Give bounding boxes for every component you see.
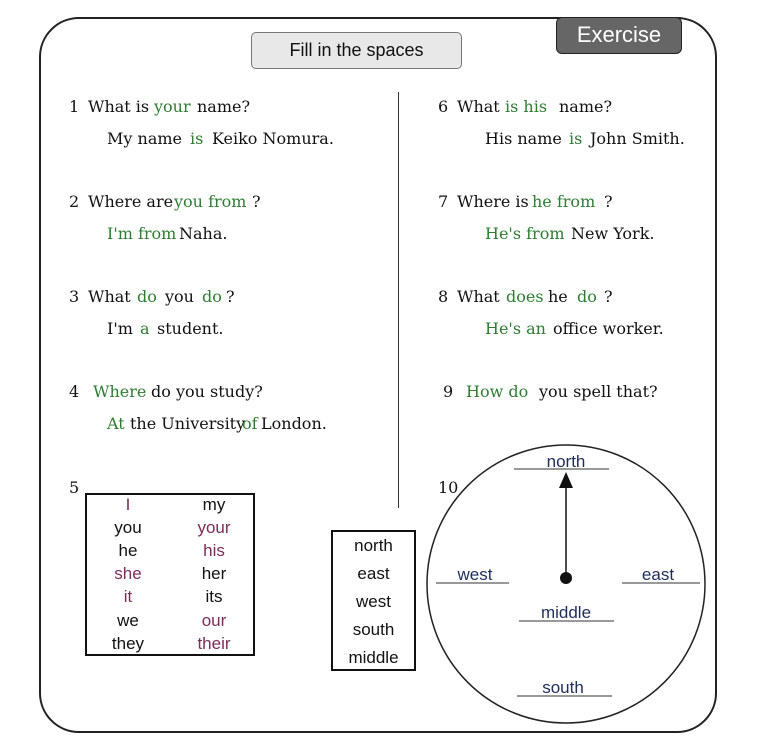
answer-word: How do bbox=[466, 382, 529, 401]
compass-west: west bbox=[457, 565, 493, 584]
answer-word: do bbox=[577, 287, 597, 306]
question-number: 2 bbox=[69, 192, 80, 211]
question-text: What bbox=[457, 97, 500, 116]
pronoun-possessive: your bbox=[197, 518, 231, 537]
pronoun-possessive: my bbox=[202, 495, 226, 514]
question-number: 4 bbox=[69, 382, 80, 401]
answer-word: He's an bbox=[485, 319, 546, 338]
word-bank-item: middle bbox=[348, 648, 399, 667]
question-text: ? bbox=[604, 192, 613, 211]
answer-word: At bbox=[107, 414, 125, 433]
answer-text: I'm bbox=[107, 319, 133, 338]
question-number-10: 10 bbox=[438, 478, 459, 497]
word-bank-item: east bbox=[357, 564, 390, 583]
compass-middle: middle bbox=[540, 603, 592, 622]
compass-north: north bbox=[546, 452, 586, 471]
answer-text: New York. bbox=[571, 224, 655, 243]
question-number: 3 bbox=[69, 287, 80, 306]
question-text: Where are bbox=[88, 192, 174, 211]
question-text: Where is bbox=[457, 192, 529, 211]
question-text: ? bbox=[252, 192, 261, 211]
pronoun-subject: she bbox=[114, 564, 142, 583]
question-text: he bbox=[548, 287, 568, 306]
answer-text: Keiko Nomura. bbox=[212, 129, 334, 148]
pronoun-possessive: its bbox=[205, 587, 223, 606]
question-number-5: 5 bbox=[69, 478, 80, 497]
question-text: What bbox=[88, 287, 131, 306]
answer-text: Naha. bbox=[179, 224, 228, 243]
question-text: you bbox=[165, 287, 194, 306]
compass-center-dot bbox=[560, 572, 572, 584]
answer-word: you from bbox=[174, 192, 247, 211]
question-number: 6 bbox=[438, 97, 449, 116]
answer-text: John Smith. bbox=[590, 129, 685, 148]
answer-text: London. bbox=[261, 414, 327, 433]
pronoun-possessive: his bbox=[203, 541, 225, 560]
answer-word: he from bbox=[532, 192, 596, 211]
pronoun-subject: I bbox=[125, 495, 131, 514]
pronoun-possessive: their bbox=[197, 634, 231, 653]
page-title: Fill in the spaces bbox=[251, 32, 462, 69]
answer-word: I'm from bbox=[107, 224, 177, 243]
question-text: ? bbox=[226, 287, 235, 306]
answer-word: does bbox=[506, 287, 544, 306]
question-number: 8 bbox=[438, 287, 449, 306]
answer-word: your bbox=[154, 97, 191, 116]
question-text: What bbox=[457, 287, 500, 306]
arrow-up-icon bbox=[559, 472, 573, 488]
question-text: name? bbox=[197, 97, 251, 116]
pronoun-subject: he bbox=[118, 541, 138, 560]
question-number: 9 bbox=[443, 382, 454, 401]
answer-word: of bbox=[242, 414, 258, 433]
pronoun-subject: you bbox=[114, 518, 142, 537]
compass-east: east bbox=[641, 565, 675, 584]
answer-word: a bbox=[140, 319, 150, 338]
answer-word: do bbox=[137, 287, 157, 306]
question-text: What is bbox=[88, 97, 150, 116]
question-number: 7 bbox=[438, 192, 449, 211]
compass-south: south bbox=[542, 678, 584, 697]
answer-text: student. bbox=[157, 319, 224, 338]
pronoun-possessive: our bbox=[201, 611, 227, 630]
answer-word: He's from bbox=[485, 224, 565, 243]
answer-text: His name bbox=[485, 129, 562, 148]
answer-word: is his bbox=[505, 97, 548, 116]
word-bank-item: south bbox=[352, 620, 395, 639]
word-bank-item: west bbox=[356, 592, 391, 611]
pronoun-subject: they bbox=[111, 634, 145, 653]
answer-text: My name bbox=[107, 129, 182, 148]
answer-word: is bbox=[190, 129, 204, 148]
question-text: you spell that? bbox=[539, 382, 658, 401]
exercise-tab[interactable]: Exercise bbox=[556, 17, 682, 54]
question-text: ? bbox=[604, 287, 613, 306]
answer-text: the University bbox=[130, 414, 246, 433]
pronoun-subject: it bbox=[123, 587, 133, 606]
answer-text: office worker. bbox=[553, 319, 664, 338]
answer-word: do bbox=[202, 287, 222, 306]
pronoun-subject: we bbox=[117, 611, 139, 630]
word-bank-item: north bbox=[354, 536, 393, 555]
question-text: name? bbox=[559, 97, 613, 116]
answer-word: is bbox=[569, 129, 583, 148]
question-text: do you study? bbox=[151, 382, 263, 401]
pronoun-possessive: her bbox=[201, 564, 227, 583]
question-number: 1 bbox=[69, 97, 80, 116]
answer-word: Where bbox=[93, 382, 147, 401]
